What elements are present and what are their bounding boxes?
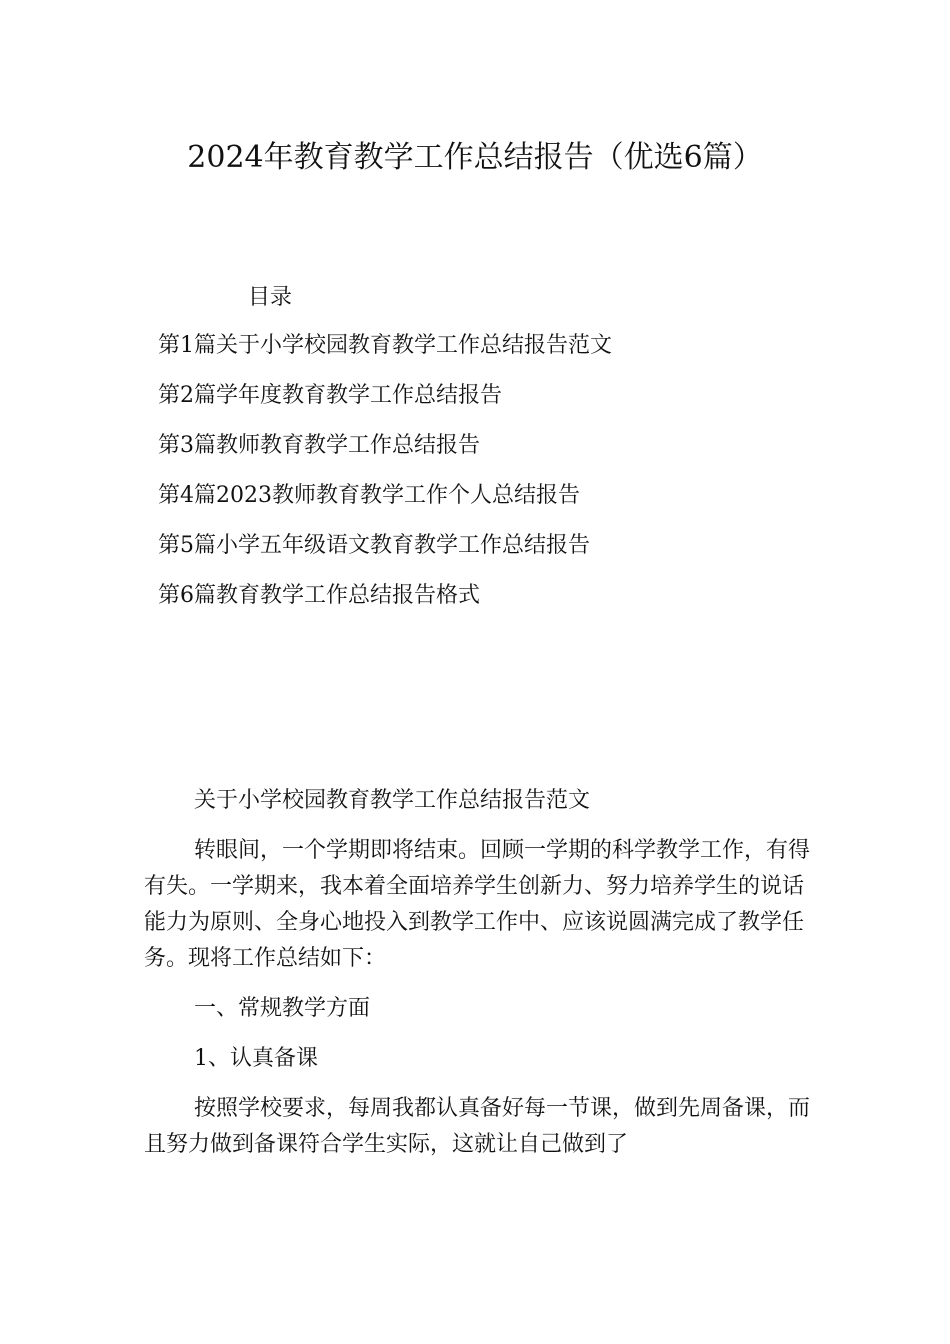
- document-body: [144, 776, 816, 1170]
- section-title: 关于小学校园教育教学工作总结报告范文: [194, 788, 591, 813]
- subheading: 1、认真备课: [194, 1046, 318, 1071]
- toc-item: 第5篇小学五年级语文教育教学工作总结报告: [158, 533, 590, 558]
- toc-item: 第2篇学年度教育教学工作总结报告: [158, 383, 502, 408]
- subheading: 一、常规教学方面: [194, 996, 371, 1021]
- table-of-contents: [158, 328, 612, 628]
- toc-item: 第1篇关于小学校园教育教学工作总结报告范文: [158, 333, 612, 358]
- toc-item: 第6篇教育教学工作总结报告格式: [158, 583, 480, 608]
- toc-heading: 目录: [248, 285, 293, 310]
- toc-item: 第4篇2023教师教育教学工作个人总结报告: [158, 483, 580, 508]
- body-paragraph: 按照学校要求，每周我都认真备好每一节课，做到先周备课，而且努力做到备课符合学生实际，这就让自己做到了: [144, 1096, 811, 1157]
- body-paragraph: 转眼间，一个学期即将结束。回顾一学期的科学教学工作，有得有失。一学期来，我本着全面培养学生创新力、努力培养学生的说话能力为原则、全身心地投入到教学工作中、应该说圆满完成了教学任务。现将工作总结如下：: [144, 838, 811, 971]
- document-title: 2024年教育教学工作总结报告（优选6篇）: [187, 140, 763, 175]
- toc-item: 第3篇教师教育教学工作总结报告: [158, 433, 480, 458]
